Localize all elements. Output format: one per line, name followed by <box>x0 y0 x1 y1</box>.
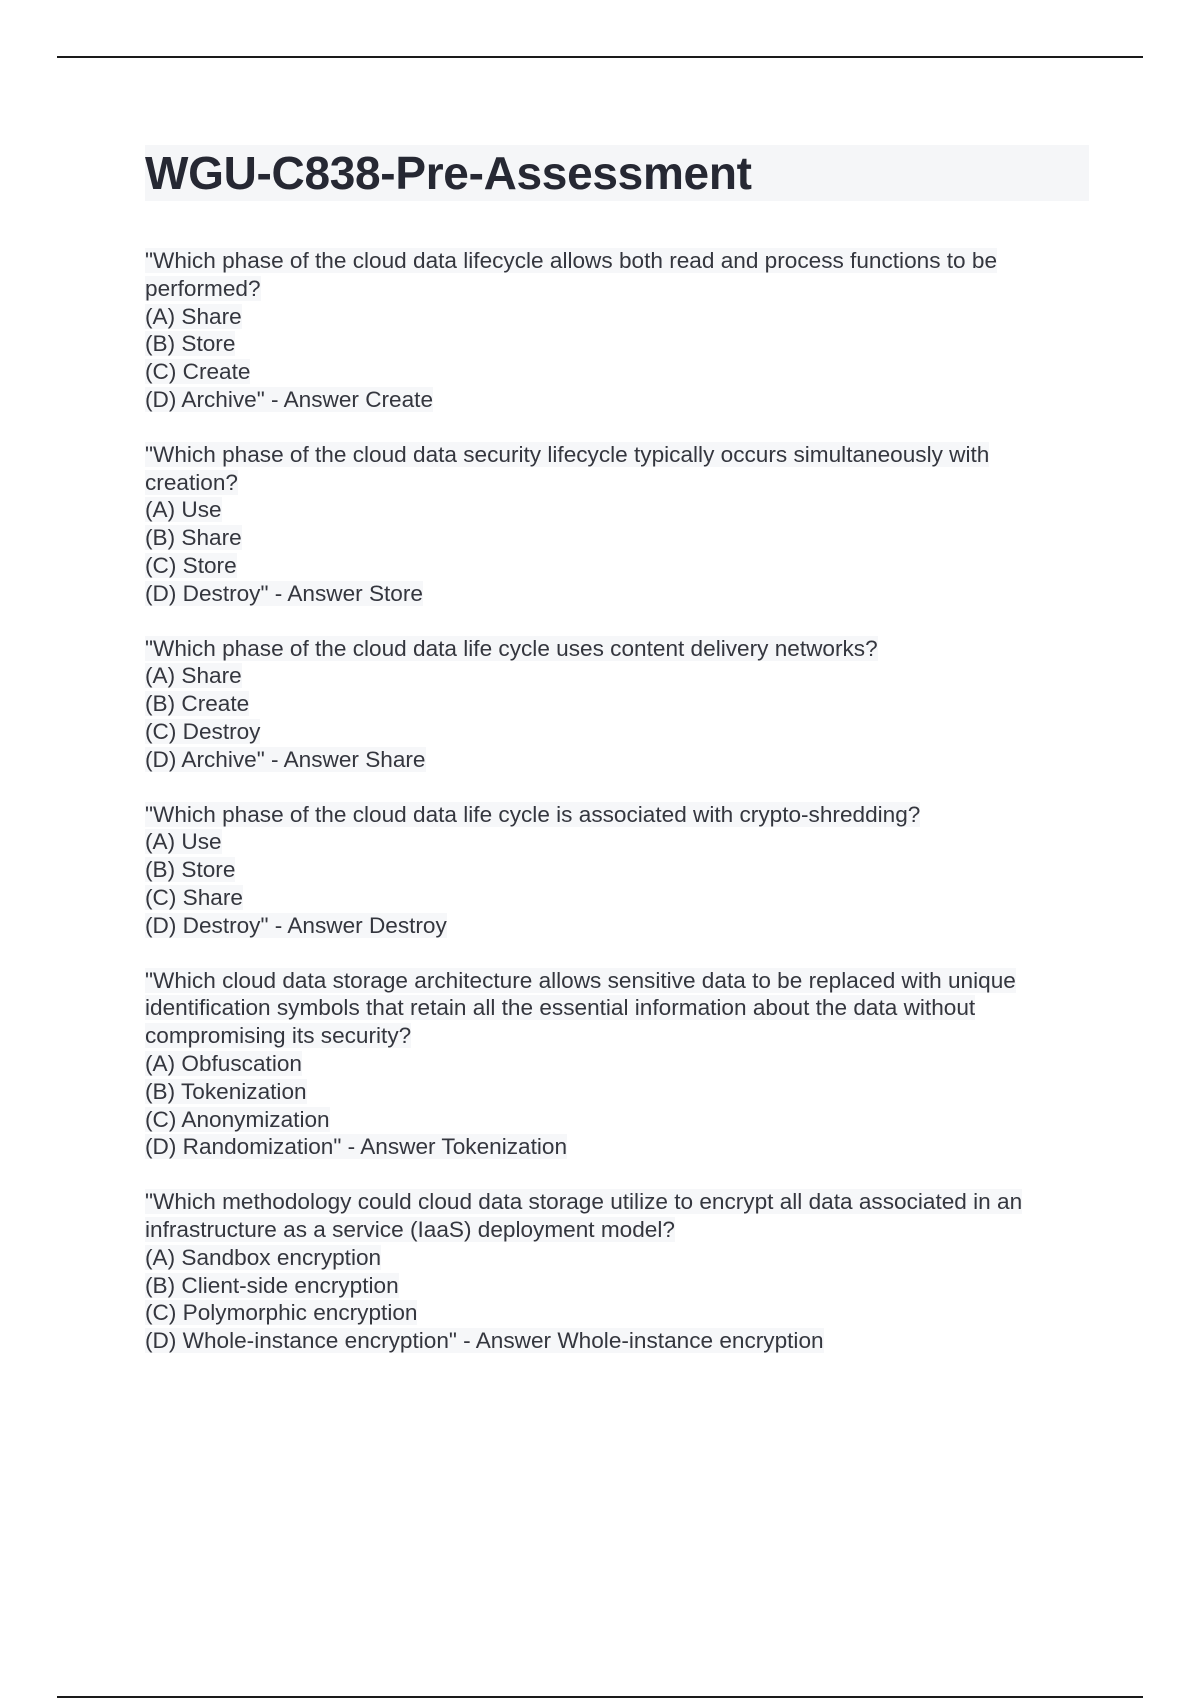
question-list <box>145 247 1085 1382</box>
answer-line: (D) Whole-instance encryption" - Answer Whole-instance encryption <box>145 1328 824 1354</box>
bottom-divider <box>57 1696 1143 1698</box>
option-line: (B) Client-side encryption <box>145 1272 399 1298</box>
question-block <box>145 967 1085 1162</box>
option-line: (C) Polymorphic encryption <box>145 1300 418 1326</box>
question-line: creation? <box>145 469 238 495</box>
question-line: "Which phase of the cloud data security lifecycle typically occurs simultaneously with <box>145 441 990 467</box>
option-line: (C) Anonymization <box>145 1106 330 1132</box>
option-line: (B) Create <box>145 691 250 717</box>
option-line: (B) Share <box>145 525 242 551</box>
option-line: (A) Share <box>145 663 242 689</box>
question-line: "Which methodology could cloud data storage utilize to encrypt all data associated in an <box>145 1189 1023 1215</box>
option-line: (B) Store <box>145 857 236 883</box>
question-block <box>145 441 1085 608</box>
option-line: (C) Create <box>145 359 251 385</box>
question-block <box>145 801 1085 940</box>
question-line: infrastructure as a service (IaaS) deployment model? <box>145 1216 675 1242</box>
document-title: WGU-C838-Pre-Assessment <box>145 145 1089 201</box>
answer-line: (D) Archive" - Answer Share <box>145 746 426 772</box>
question-line: "Which phase of the cloud data life cycle uses content delivery networks? <box>145 635 878 661</box>
answer-line: (D) Destroy" - Answer Store <box>145 580 423 606</box>
top-divider <box>57 56 1143 58</box>
question-block <box>145 247 1085 414</box>
question-block <box>145 1188 1085 1355</box>
question-line: compromising its security? <box>145 1023 412 1049</box>
answer-line: (D) Archive" - Answer Create <box>145 386 434 412</box>
option-line: (A) Obfuscation <box>145 1050 302 1076</box>
question-line: performed? <box>145 275 261 301</box>
answer-line: (D) Randomization" - Answer Tokenization <box>145 1134 568 1160</box>
option-line: (B) Tokenization <box>145 1078 307 1104</box>
option-line: (C) Store <box>145 552 237 578</box>
option-line: (B) Store <box>145 331 236 357</box>
question-block <box>145 635 1085 774</box>
question-line: "Which phase of the cloud data lifecycle allows both read and process functions to be <box>145 248 998 273</box>
option-line: (A) Use <box>145 497 222 523</box>
question-line: "Which phase of the cloud data life cycle is associated with crypto-shredding? <box>145 801 921 827</box>
answer-line: (D) Destroy" - Answer Destroy <box>145 912 447 938</box>
option-line: (A) Sandbox encryption <box>145 1244 382 1270</box>
option-line: (A) Use <box>145 829 222 855</box>
question-line: identification symbols that retain all the essential information about the data without <box>145 995 976 1021</box>
option-line: (C) Share <box>145 884 243 910</box>
option-line: (A) Share <box>145 303 242 329</box>
option-line: (C) Destroy <box>145 718 261 744</box>
question-line: "Which cloud data storage architecture allows sensitive data to be replaced with unique <box>145 967 1016 993</box>
